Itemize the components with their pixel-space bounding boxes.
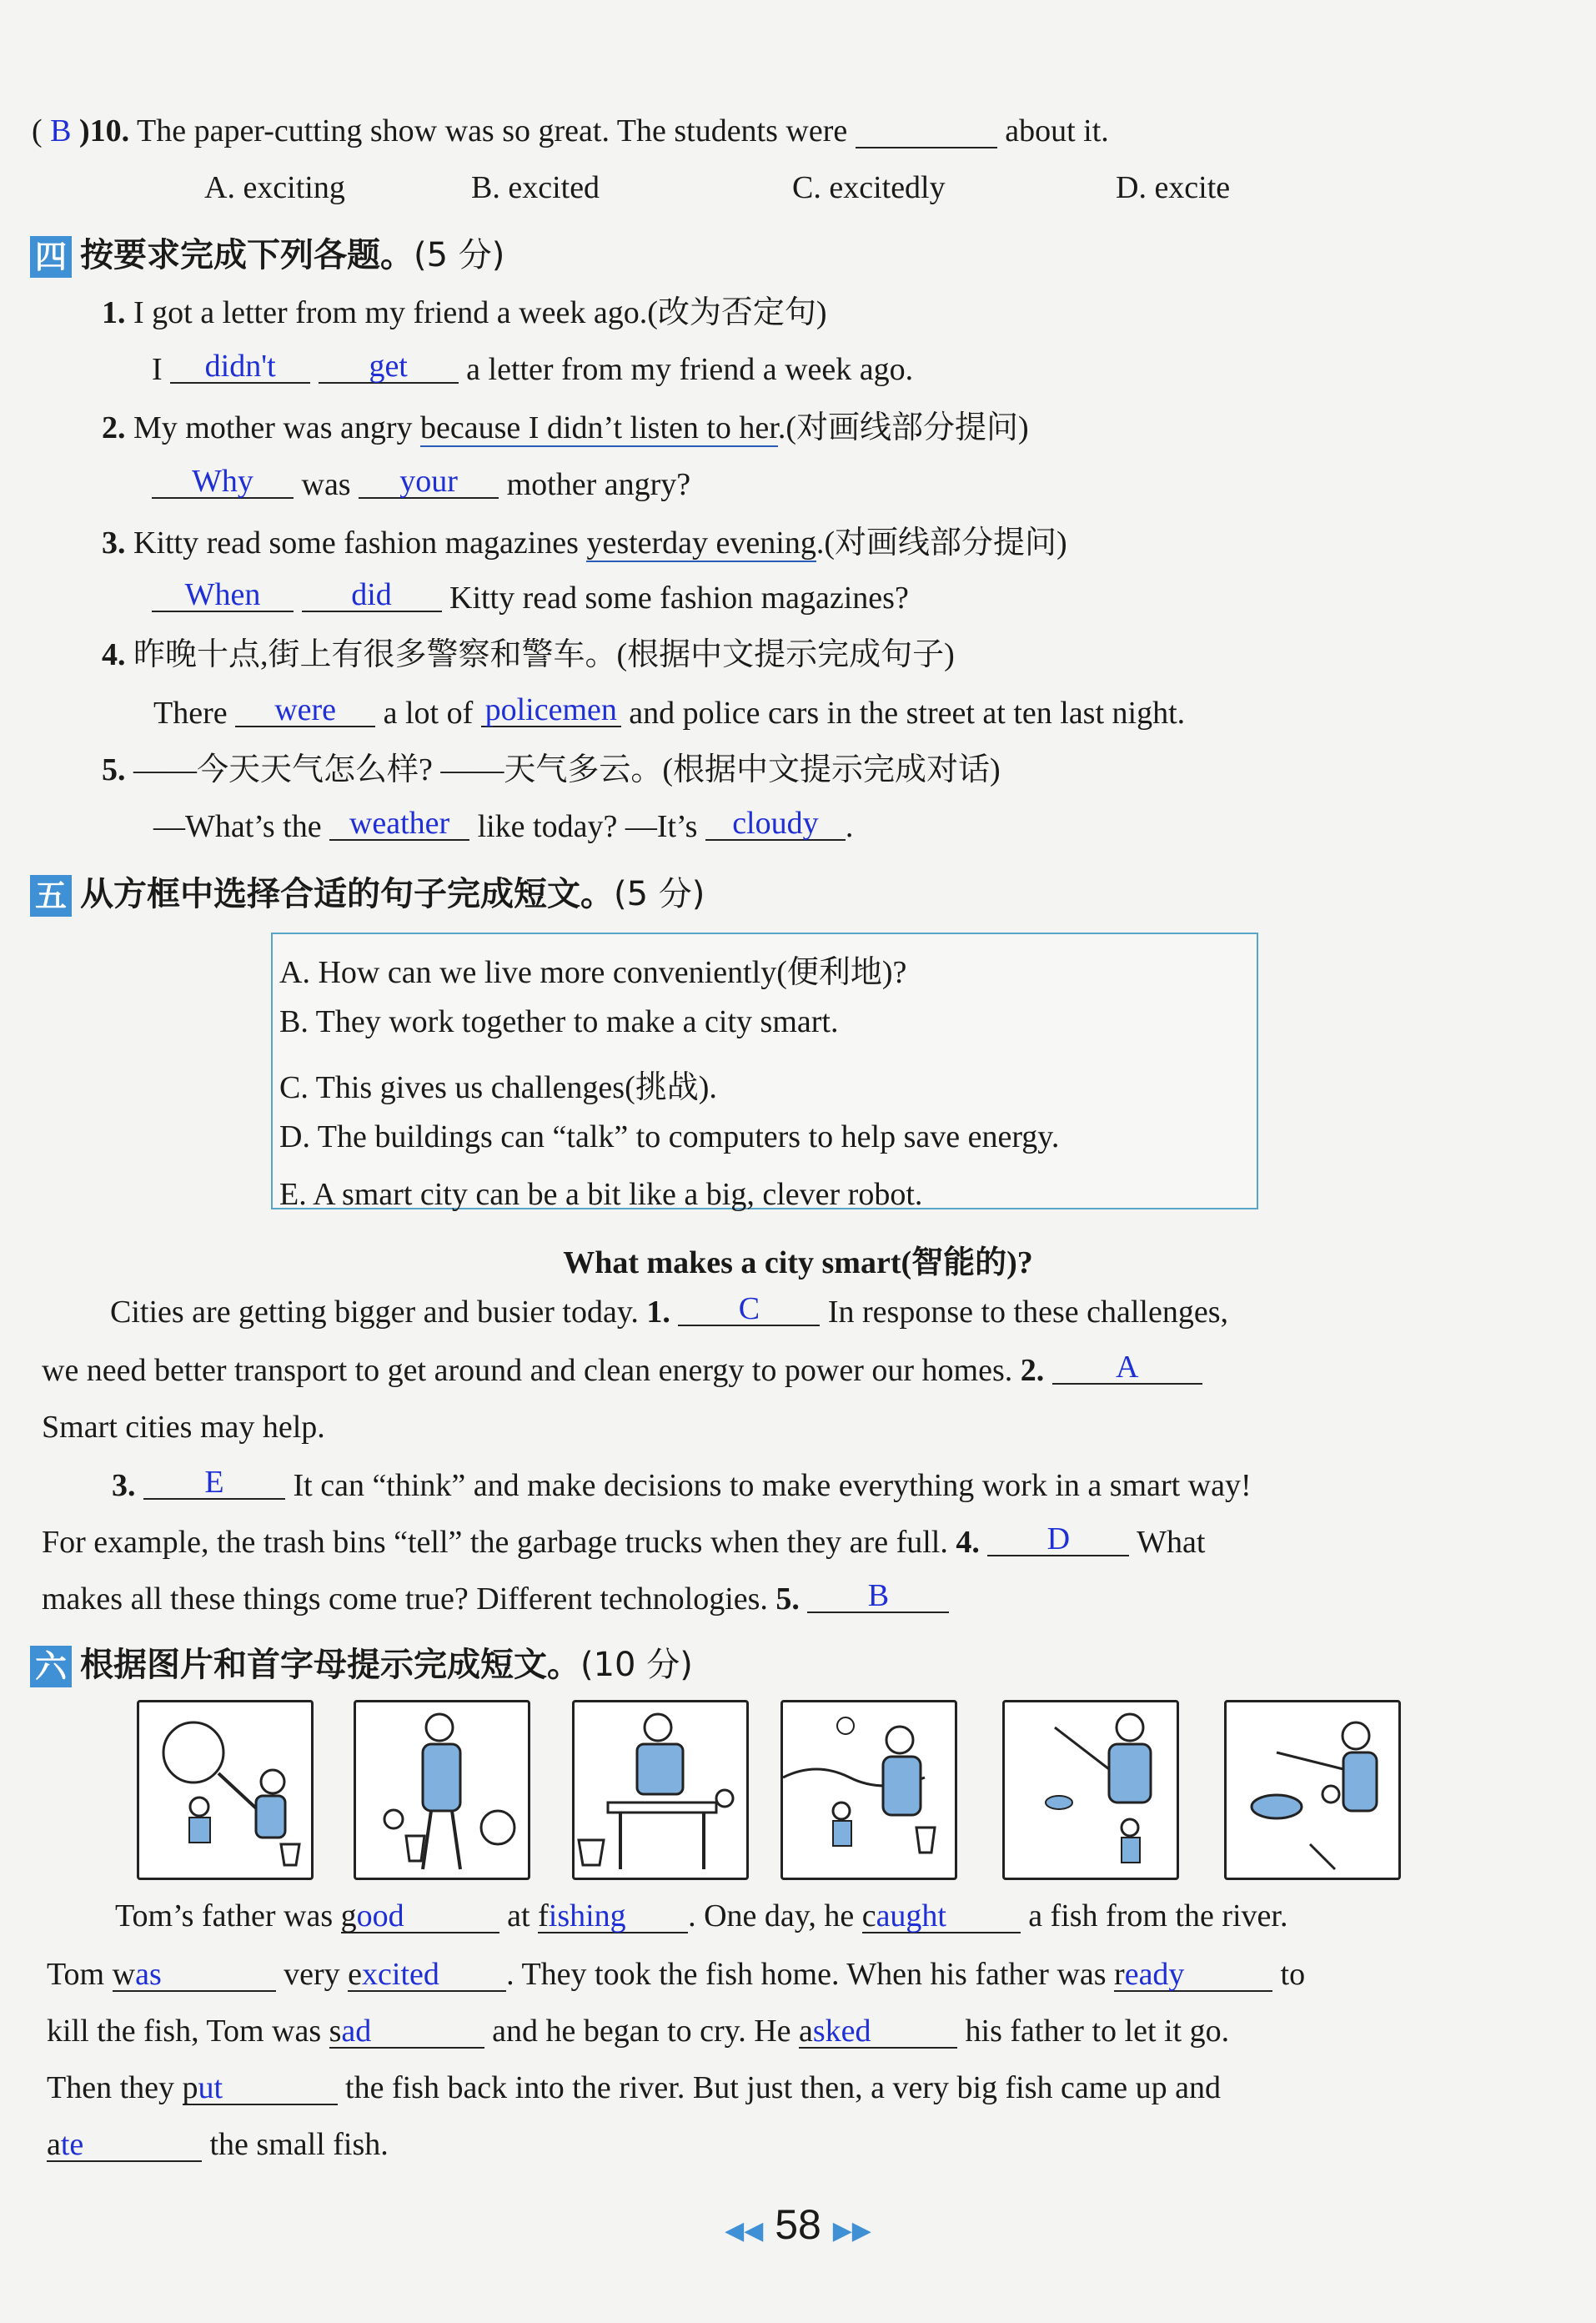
section5-heading	[30, 867, 705, 917]
s4-a5-pre: —What’s the	[153, 809, 322, 844]
p6-line5	[47, 2129, 389, 2162]
p5-n1: 1.	[646, 1295, 670, 1330]
p5-blank3: E	[143, 1466, 285, 1500]
p6-p: p	[182, 2070, 198, 2105]
section4-score: (5 分)	[414, 236, 505, 274]
p6-fishing: ishing	[548, 1898, 626, 1933]
p6-at: at	[507, 1898, 530, 1933]
picture-4-river	[780, 1700, 957, 1880]
section5-title: 从方框中选择合适的句子完成短文。	[80, 875, 614, 913]
p6-f: f	[538, 1898, 549, 1933]
section4-heading	[30, 229, 504, 278]
p5-line5	[42, 1521, 1206, 1560]
p6-g: g	[340, 1898, 357, 1933]
q10-stem-a: The paper-cutting show was so great. The students were	[137, 113, 848, 148]
s4-q2-num: 2.	[102, 410, 126, 445]
p5-blank1: C	[678, 1293, 820, 1326]
p6-tom: Tom	[47, 1957, 105, 1992]
s4-q3	[102, 527, 1067, 559]
p5-line1	[110, 1291, 1228, 1330]
p6-a2: a	[47, 2127, 61, 2162]
s4-q4-text: 昨晚十点,街上有很多警察和警车。(根据中文提示完成句子)	[133, 637, 955, 672]
p6-w3: a fish from the river.	[1028, 1898, 1288, 1933]
p6-w: w	[112, 1957, 136, 1992]
p6-ate: te	[60, 2127, 84, 2162]
p6-excited: xcited	[362, 1957, 439, 1992]
p6-line3	[47, 2015, 1229, 2049]
q10-blank	[856, 115, 997, 148]
s4-a4-blank1: were	[235, 694, 375, 727]
picture-5-release	[1002, 1700, 1179, 1880]
s4-a2-blank2: your	[359, 465, 499, 499]
p6-e: e	[348, 1957, 363, 1992]
section6-heading	[30, 1638, 693, 1687]
s4-a5-mid: like today? —It’s	[477, 809, 698, 844]
p6-was: as	[135, 1957, 162, 1992]
p6-w1: Tom’s father was	[115, 1898, 334, 1933]
s4-a4-mid: a lot of	[383, 696, 474, 731]
p6-caught: aught	[876, 1898, 946, 1933]
p5-n2: 2.	[1020, 1353, 1045, 1388]
p6-w6: and he began to cry. He	[492, 2014, 791, 2049]
picture-6-big-fish	[1224, 1700, 1401, 1880]
s4-a5-post: .	[845, 809, 854, 844]
s4-a1	[152, 349, 914, 387]
p5-line4	[112, 1465, 1252, 1503]
s4-q5-num: 5.	[102, 752, 126, 787]
p6-w8: Then they	[47, 2070, 175, 2105]
s4-a2-post: mother angry?	[506, 467, 691, 502]
page-number: 58	[775, 2201, 821, 2248]
prev-arrows-icon: ◀◀	[725, 2217, 764, 2245]
s4-q1-text: I got a letter from my friend a week ago.(改为否定句)	[133, 295, 827, 330]
p6-blank-ready	[1114, 1958, 1272, 1992]
s4-q5-text: ——今天天气怎么样? ——天气多云。(根据中文提示完成对话)	[133, 752, 1001, 787]
s4-q2-pre: My mother was angry	[133, 410, 413, 445]
p5-line2	[42, 1350, 1202, 1388]
p5-l1b: In response to these challenges,	[827, 1295, 1228, 1330]
s4-q5	[102, 754, 1001, 786]
s4-q2	[102, 412, 1029, 444]
p6-good: ood	[356, 1898, 404, 1933]
s4-a2-mid: was	[301, 467, 351, 502]
s4-a5	[153, 806, 854, 844]
p5-l4b: It can “think” and make decisions to make everything work in a smart way!	[293, 1468, 1252, 1503]
section5-badge: 五	[30, 875, 72, 917]
q10-option-b: B. excited	[471, 170, 600, 205]
p6-s: s	[329, 2014, 342, 2049]
p6-r: r	[1114, 1957, 1125, 1992]
p5-l2a: we need better transport to get around and clean energy to power our homes.	[42, 1353, 1013, 1388]
p6-w10: the small fish.	[209, 2127, 389, 2162]
p6-a: a	[799, 2014, 813, 2049]
p6-blank-fishing	[538, 1900, 688, 1933]
s4-q1-num: 1.	[102, 295, 126, 330]
s4-a3	[152, 577, 909, 616]
option-d: D. The buildings can “talk” to computers to help save energy.	[279, 1119, 1060, 1154]
s4-a4-post: and police cars in the street at ten last night.	[629, 696, 1186, 731]
s4-a4-blank2: policemen	[481, 694, 621, 727]
section6-score: (10 分)	[580, 1646, 693, 1684]
p6-blank-caught	[862, 1900, 1021, 1933]
option-e: E. A smart city can be a bit like a big, clever robot.	[279, 1177, 923, 1212]
p6-w7: his father to let it go.	[965, 2014, 1230, 2049]
s4-a1-blank1: didn't	[170, 350, 310, 384]
p6-blank-put	[183, 2072, 338, 2105]
section4-title: 按要求完成下列各题。	[80, 236, 414, 274]
s4-q1	[102, 297, 827, 329]
p6-ready: eady	[1124, 1957, 1185, 1992]
p6-line4	[47, 2072, 1221, 2105]
p6-line2	[47, 1958, 1305, 1992]
q10-answer: B	[50, 113, 72, 148]
p6-line1	[115, 1900, 1287, 1933]
p6-blank-excited	[348, 1958, 506, 1992]
p6-sad: ad	[341, 2014, 372, 2049]
s4-q3-num: 3.	[102, 525, 126, 561]
p5-l5b: What	[1137, 1525, 1206, 1560]
q10-option-d: D. excite	[1116, 170, 1231, 205]
p5-l6a: makes all these things come true? Different technologies.	[42, 1581, 768, 1617]
s4-a5-blank1: weather	[329, 807, 469, 841]
options-box	[271, 933, 1258, 1212]
q10-option-c: C. excitedly	[792, 170, 946, 205]
p6-blank-good	[341, 1900, 499, 1933]
s4-q3-post: .(对画线部分提问)	[816, 525, 1067, 561]
option-c: C. This gives us challenges(挑战).	[279, 1070, 717, 1105]
q10-stem-b: about it.	[1005, 113, 1109, 148]
section5-score: (5 分)	[614, 875, 705, 913]
s4-q4-num: 4.	[102, 637, 126, 672]
s4-q4	[102, 639, 955, 671]
p5-line6	[42, 1578, 949, 1617]
p5-blank4: D	[987, 1523, 1129, 1556]
p6-c: c	[861, 1898, 876, 1933]
q10-number: )10.	[79, 113, 130, 148]
p6-blank-sad	[329, 2015, 484, 2049]
picture-2-walking	[354, 1700, 530, 1880]
s4-a3-blank2: did	[302, 579, 442, 612]
q10-option-a: A. exciting	[204, 170, 345, 205]
p6-blank-was	[113, 1958, 276, 1992]
p5-n4: 4.	[956, 1525, 980, 1560]
s4-a2-blank1: Why	[152, 465, 294, 499]
section6-badge: 六	[30, 1646, 72, 1687]
p6-w2: . One day, he	[688, 1898, 855, 1933]
q10-line: ( B )10. The paper-cutting show was so great. The students were about it.	[32, 113, 1109, 148]
p5-l1a: Cities are getting bigger and busier today.	[110, 1295, 639, 1330]
s4-a1-post: a letter from my friend a week ago.	[466, 352, 914, 387]
s4-a2	[152, 464, 691, 502]
s4-a4-pre: There	[153, 696, 228, 731]
p5-l5a: For example, the trash bins “tell” the garbage trucks when they are full.	[42, 1525, 948, 1560]
p6-to: to	[1280, 1957, 1306, 1992]
picture-1-fishing	[137, 1700, 314, 1880]
p6-w9: the fish back into the river. But just then, a very big fish came up and	[345, 2070, 1222, 2105]
passage-title: What makes a city smart(智能的)?	[563, 1245, 1033, 1280]
s4-q2-underlined: because I didn’t listen to her	[420, 410, 778, 445]
p6-put: ut	[198, 2070, 223, 2105]
p6-w4: . They took the fish home. When his father was	[506, 1957, 1107, 1992]
p5-blank2: A	[1052, 1351, 1202, 1385]
p6-very: very	[284, 1957, 340, 1992]
p6-blank-ate	[47, 2129, 202, 2162]
p6-blank-asked	[799, 2015, 957, 2049]
s4-a4	[153, 692, 1186, 731]
p6-w5: kill the fish, Tom was	[47, 2014, 322, 2049]
s4-a1-blank2: get	[319, 350, 459, 384]
option-b: B. They work together to make a city smart.	[279, 1004, 839, 1039]
s4-q3-pre: Kitty read some fashion magazines	[133, 525, 579, 561]
p5-line3: Smart cities may help.	[42, 1410, 325, 1445]
s4-q3-underlined: yesterday evening	[586, 525, 816, 561]
section6-title: 根据图片和首字母提示完成短文。	[80, 1646, 580, 1684]
p6-asked: sked	[812, 2014, 871, 2049]
s4-a5-blank2: cloudy	[705, 807, 846, 841]
s4-a3-blank1: When	[152, 579, 294, 612]
s4-q2-post: .(对画线部分提问)	[777, 410, 1029, 445]
next-arrows-icon: ▶▶	[832, 2217, 871, 2245]
section4-badge: 四	[30, 236, 72, 278]
p5-n3: 3.	[112, 1468, 136, 1503]
s4-a3-post: Kitty read some fashion magazines?	[449, 581, 909, 616]
s4-a1-pre: I	[152, 352, 163, 387]
option-a: A. How can we live more conveniently(便利地)?	[279, 955, 907, 990]
p5-blank5: B	[807, 1580, 949, 1613]
picture-3-kitchen	[572, 1700, 749, 1880]
page-number-bar	[0, 2200, 1596, 2249]
p5-n5: 5.	[775, 1581, 800, 1617]
